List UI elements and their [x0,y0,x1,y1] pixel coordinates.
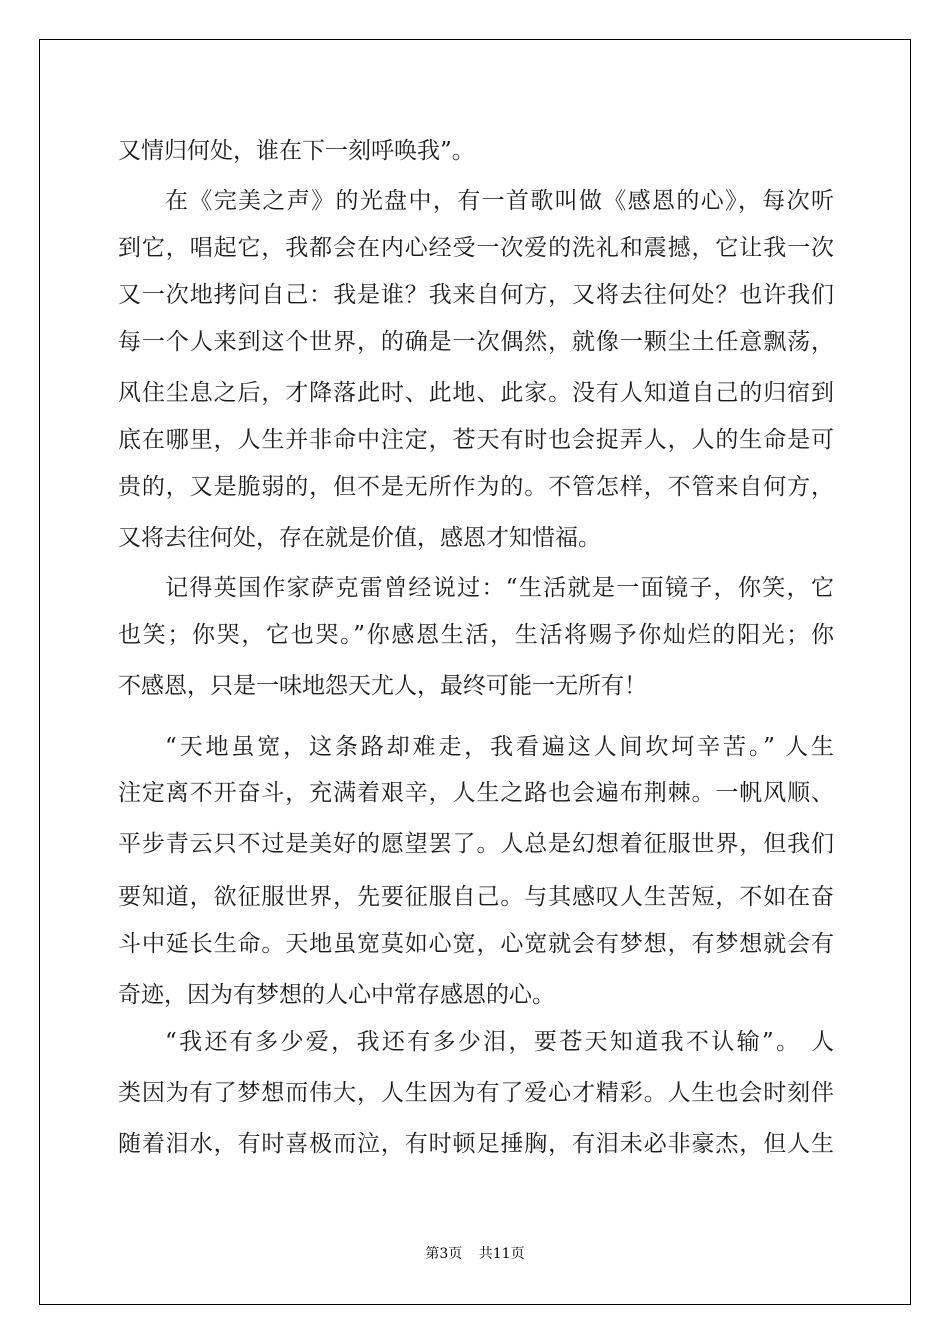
text-line: 在《完美之声》的光盘中，有一首歌叫做《感恩的心》，每次听 [165,188,834,214]
text-line: 奇迹，因为有梦想的人心中常存感恩的心。 [118,982,555,1008]
text-line: 要知道，欲征服世界，先要征服自己。与其感叹人生苦短，不如在奋 [118,884,834,910]
text-line: 类因为有了梦想而伟大，人生因为有了爱心才精彩。人生也会时刻伴 [118,1080,834,1106]
text-line: 底在哪里，人生并非命中注定，苍天有时也会捉弄人，人的生命是可 [118,427,834,453]
text-line: “天地虽宽，这条路却难走，我看遍这人间坎坷辛苦。” 人生 [165,734,834,760]
text-line: “我还有多少爱，我还有多少泪，要苍天知道我不认输”。 人 [165,1029,834,1055]
text-line: 每一个人来到这个世界，的确是一次偶然，就像一颗尘土任意飘荡， [118,329,834,355]
text-line: 又一次地拷问自己：我是谁？我来自何方，又将去往何处？也许我们 [118,282,834,308]
text-line: 平步青云只不过是美好的愿望罢了。人总是幻想着征服世界，但我们 [118,831,834,857]
text-line: 不感恩，只是一味地怨天尤人，最终可能一无所有！ [118,673,647,699]
page-total: 共11页 [478,1246,525,1262]
text-line: 注定离不开奋斗，充满着艰辛，人生之路也会遍布荆棘。一帆风顺、 [118,780,834,806]
text-line: 到它，唱起它，我都会在内心经受一次爱的洗礼和震撼，它让我一次 [118,235,834,261]
page-footer [0,1243,950,1263]
text-line: 贵的，又是脆弱的，但不是无所作为的。不管怎样，不管来自何方， [118,474,834,500]
text-line: 风住尘息之后，才降落此时、此地、此家。没有人知道自己的归宿到 [118,380,834,406]
page-number: 第3页 [425,1246,463,1262]
text-line: 也笑；你哭，它也哭。”你感恩生活，生活将赐予你灿烂的阳光；你 [118,622,834,648]
text-line: 又将去往何处，存在就是价值，感恩才知惜福。 [118,525,601,551]
text-line: 又情归何处，谁在下一刻呼唤我”。 [118,138,475,164]
text-line: 随着泪水，有时喜极而泣，有时顿足捶胸，有泪未必非豪杰，但人生 [118,1131,834,1157]
text-line: 记得英国作家萨克雷曾经说过：“生活就是一面镜子，你笑，它 [165,575,834,601]
text-line: 斗中延长生命。天地虽宽莫如心宽，心宽就会有梦想，有梦想就会有 [118,931,834,957]
